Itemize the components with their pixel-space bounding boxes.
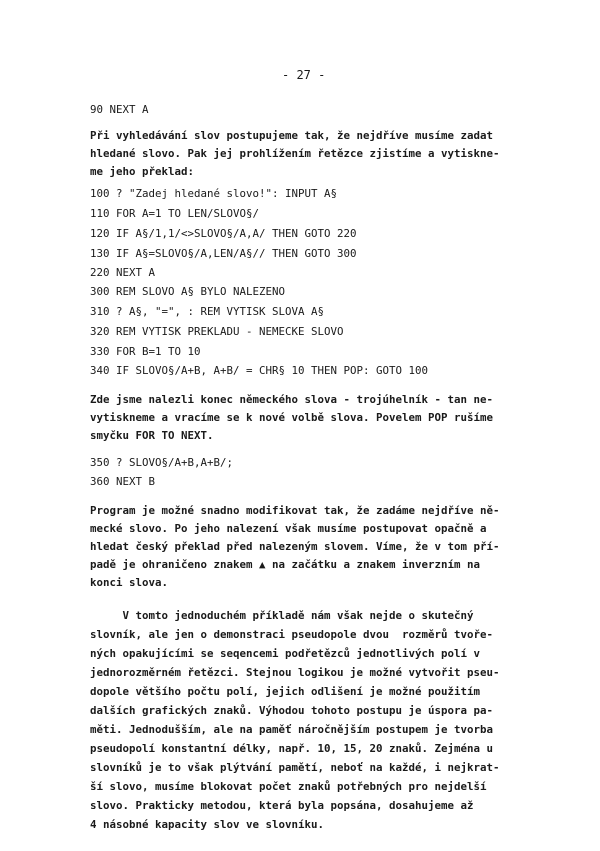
paragraph-line: ných opakujícími se seqencemi podřetězců jednotlivých polí v <box>90 647 481 660</box>
code-line: 360 NEXT B <box>90 475 156 488</box>
code-line: 130 IF A§=SLOVO§/A,LEN/A§// THEN GOTO 300 <box>90 247 357 260</box>
code-line: 300 REM SLOVO A§ BYLO NALEZENO <box>90 285 286 298</box>
paragraph-line: dalších grafických znaků. Výhodou tohoto postupu je úspora pa- <box>90 704 494 717</box>
code-line: 340 IF SLOVO§/A+B, A+B/ = CHR§ 10 THEN POP: GOTO 100 <box>90 364 429 377</box>
page-number: - 27 - <box>282 68 326 82</box>
paragraph-line: mecké slovo. Po jeho nalezení však musíme postupovat opačně a <box>90 522 487 535</box>
paragraph-line: Při vyhledávání slov postupujeme tak, že nejdříve musíme zadat <box>90 129 494 142</box>
code-line: 90 NEXT A <box>90 103 149 116</box>
paragraph-line: Zde jsme nalezli konec německého slova - trojúhelník - tan ne- <box>90 393 494 406</box>
paragraph-line: hledané slovo. Pak jej prohlížením řetězce zjistíme a vytiskne- <box>90 147 500 160</box>
paragraph-line: ší slovo, musíme blokovat počet znaků potřebných pro nejdelší <box>90 780 487 793</box>
paragraph-line: smyčku FOR TO NEXT. <box>90 429 214 442</box>
code-line: 330 FOR B=1 TO 10 <box>90 345 201 358</box>
code-line: 310 ? A§, "=", : REM VYTISK SLOVA A§ <box>90 305 325 318</box>
paragraph-line: slovník, ale jen o demonstraci pseudopole dvou rozměrů tvoře- <box>90 628 494 641</box>
paragraph-line: pseudopolí konstantní délky, např. 10, 15, 20 znaků. Zejména u <box>90 742 494 755</box>
code-line: 110 FOR A=1 TO LEN/SLOVO§/ <box>90 207 260 220</box>
paragraph-line: vytiskneme a vracíme se k nové volbě slova. Povelem POP rušíme <box>90 411 494 424</box>
paragraph-line: hledat český překlad před nalezeným slovem. Víme, že v tom pří- <box>90 540 500 553</box>
paragraph-line: konci slova. <box>90 576 169 589</box>
paragraph-line: jednorozměrném řetězci. Stejnou logikou je možné vytvořit pseu- <box>90 666 500 679</box>
paragraph-line: padě je ohraničeno znakem ▲ na začátku a znakem inverzním na <box>90 558 481 571</box>
code-line: 120 IF A§/1,1/<>SLOVO§/A,A/ THEN GOTO 220 <box>90 227 357 240</box>
paragraph-line: 4 násobné kapacity slov ve slovníku. <box>90 818 325 831</box>
paragraph-line: slovníků je to však plýtvání pamětí, neboť na každé, i nejkrat- <box>90 761 500 774</box>
paragraph-line: slovo. Prakticky metodou, která byla popsána, dosahujeme až <box>90 799 474 812</box>
code-line: 220 NEXT A <box>90 266 156 279</box>
paragraph-line: Program je možné snadno modifikovat tak, že zadáme nejdříve ně- <box>90 504 500 517</box>
paragraph-line: V tomto jednoduchém příkladě nám však nejde o skutečný <box>90 609 474 622</box>
code-line: 320 REM VYTISK PREKLADU - NEMECKE SLOVO <box>90 325 344 338</box>
paragraph-line: dopole většího počtu polí, jejich odlišení je možné použitím <box>90 685 481 698</box>
code-line: 350 ? SLOVO§/A+B,A+B/; <box>90 456 234 469</box>
paragraph-line: měti. Jednodušším, ale na paměť náročnějším postupem je tvorba <box>90 723 494 736</box>
paragraph-line: me jeho překlad: <box>90 165 195 178</box>
code-line: 100 ? "Zadej hledané slovo!": INPUT A§ <box>90 187 338 200</box>
